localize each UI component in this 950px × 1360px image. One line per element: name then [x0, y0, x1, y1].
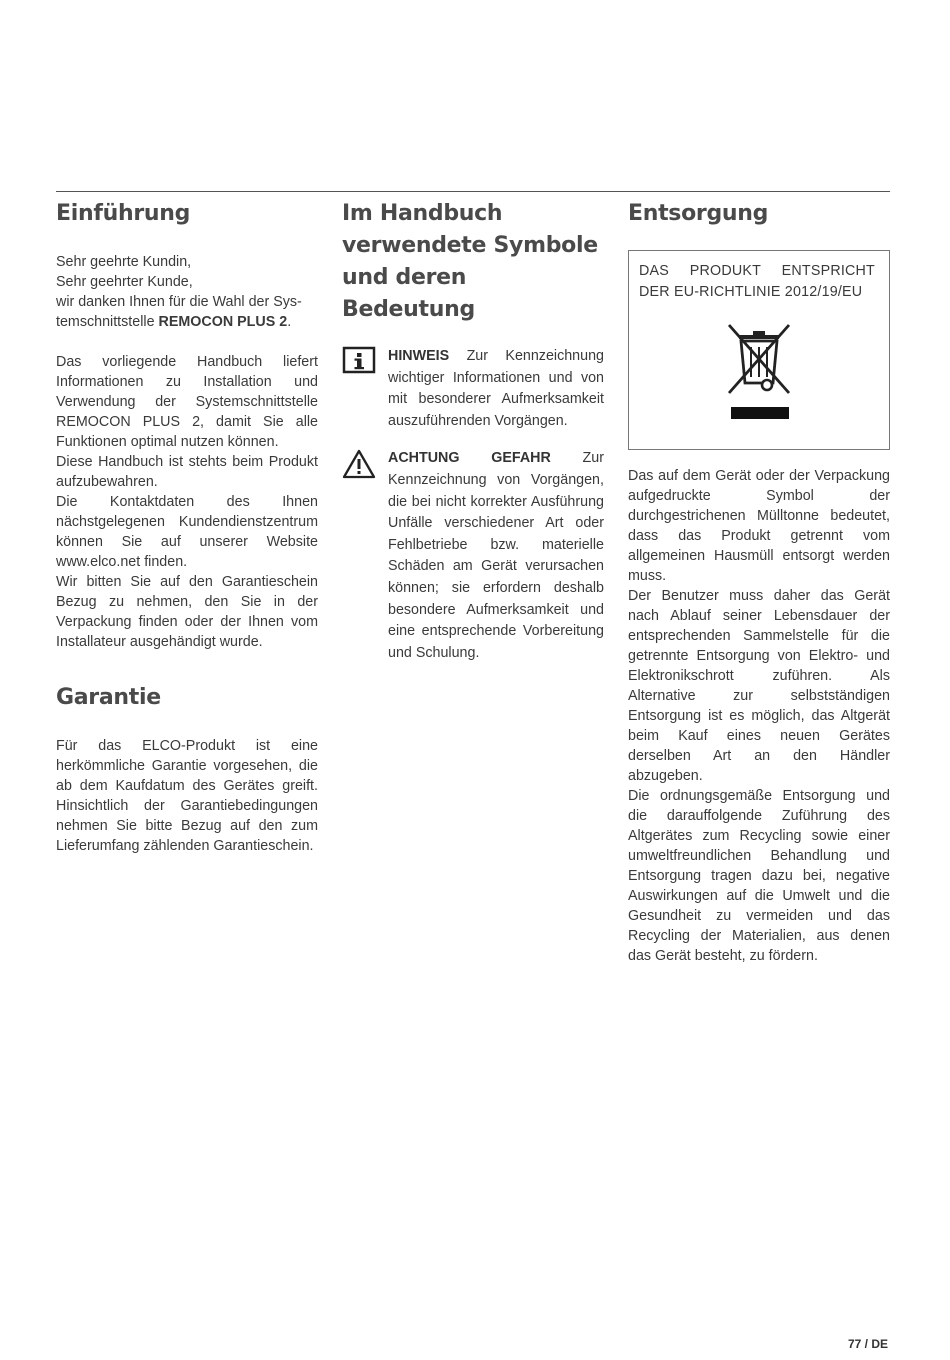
manual-purpose-paragraph: Das vorliegende Handbuch liefert Informationen zu Installation und Verwendung der Systemschnittstelle REMOCON PLUS 2, damit Sie alle Funktionen optimal nutzen können. — [56, 354, 318, 450]
symbol-achtung-label: ACHTUNG GEFAHR — [388, 450, 551, 467]
symbol-hinweis — [342, 346, 604, 432]
heading-symbole: Im Handbuch verwendete Symbole und deren Bedeutung — [342, 201, 598, 322]
intro-paragraph — [56, 252, 318, 332]
disposal-paragraph-1: Das auf dem Gerät oder der Verpackung aufgedruckte Symbol der durchgestrichenen Mülltonne bedeutet, dass das Produkt getrennt vom allgemeinen Hausmüll entsorgt werden muss. — [628, 468, 890, 584]
warranty-ref-paragraph: Wir bitten Sie auf den Garantieschein Bezug zu nehmen, den Sie in der Verpackung finden oder der Ihnen vom Installateur ausgehändigt wurde. — [56, 574, 318, 650]
crossed-out-wheelie-bin-icon — [723, 321, 795, 430]
intro-line-2: Sehr geehrter Kunde, — [56, 274, 193, 290]
warning-icon — [342, 448, 388, 664]
contact-paragraph: Die Kontaktdaten des Ihnen nächstgelegenen Kundendienstzentrum können Sie auf unserer Website www.elco.net finden. — [56, 494, 318, 570]
symbol-achtung-text — [388, 448, 604, 664]
product-name: REMOCON PLUS 2 — [158, 314, 288, 330]
intro-line-3: wir danken Ihnen für die Wahl der Sys-temschnittstelle — [56, 294, 302, 330]
column-disposal — [628, 198, 890, 966]
garantie-paragraph: Für das ELCO-Produkt ist eine herkömmliche Garantie vorgesehen, die ab dem Kaufdatum des Gerätes greift. Hinsichtlich der Garantiebedingungen nehmen Sie bitte Bezug auf den zum Lieferumfang zählenden Garantieschein. — [56, 738, 318, 854]
heading-entsorgung: Entsorgung — [628, 201, 769, 226]
weee-notice-box — [628, 250, 890, 450]
info-icon — [342, 346, 388, 432]
intro-line-1: Sehr geehrte Kundin, — [56, 254, 192, 270]
header-rule — [56, 191, 890, 192]
column-symbols — [342, 198, 604, 664]
disposal-paragraph-2: Der Benutzer muss daher das Gerät nach Ablauf seiner Lebensdauer der entsprechenden Sammelstelle für die getrennte Entsorgung von Elektro- und Elektronikschrott zuführen. Als Alternative zur selbstständigen Entsorgung ist es möglich, das Altgerät beim Kauf eines neuen Gerätes derselben Art an den Händler abzugeben. — [628, 588, 890, 784]
symbol-hinweis-desc: Zur Kennzeichnung wichtiger Informationen und von mit besonderer Aufmerksamkeit auszuführenden Vorgängen. — [388, 348, 604, 429]
disposal-paragraph-3: Die ordnungsgemäße Entsorgung und die darauffolgende Zuführung des Altgerätes zum Recycling sowie einer umweltfreundlichen Behandlung und Entsorgung tragen dazu bei, negative Auswirkungen auf die Umwelt und die Gesundheit zu vermeiden und das Recycling der Materialien, aus denen das Gerät besteht, zu fördern. — [628, 788, 890, 964]
heading-garantie: Garantie — [56, 685, 161, 710]
intro-end: . — [287, 314, 292, 330]
symbol-hinweis-text — [388, 346, 604, 432]
column-introduction — [56, 198, 318, 856]
page-number: 77 / DE — [847, 1337, 888, 1351]
weee-directive-text: DAS PRODUKT ENTSPRICHT DER EU-RICHTLINIE 2012/19/EU — [639, 263, 875, 300]
heading-einfuehrung: Einführung — [56, 201, 191, 226]
symbol-achtung-desc: Zur Kennzeichnung von Vorgängen, die bei nicht korrekter Ausführung Unfälle verschiedener Art oder Fehlbetriebe bzw. materielle Schäden am Gerät verursachen können; sie erfordern deshalb besondere Aufmerksamkeit und eine entsprechende Vorbereitung und Schulung. — [388, 450, 605, 661]
symbol-achtung — [342, 448, 604, 664]
storage-paragraph: Diese Handbuch ist stehts beim Produkt aufzubewahren. — [56, 454, 318, 490]
symbol-hinweis-label: HINWEIS — [388, 348, 450, 364]
